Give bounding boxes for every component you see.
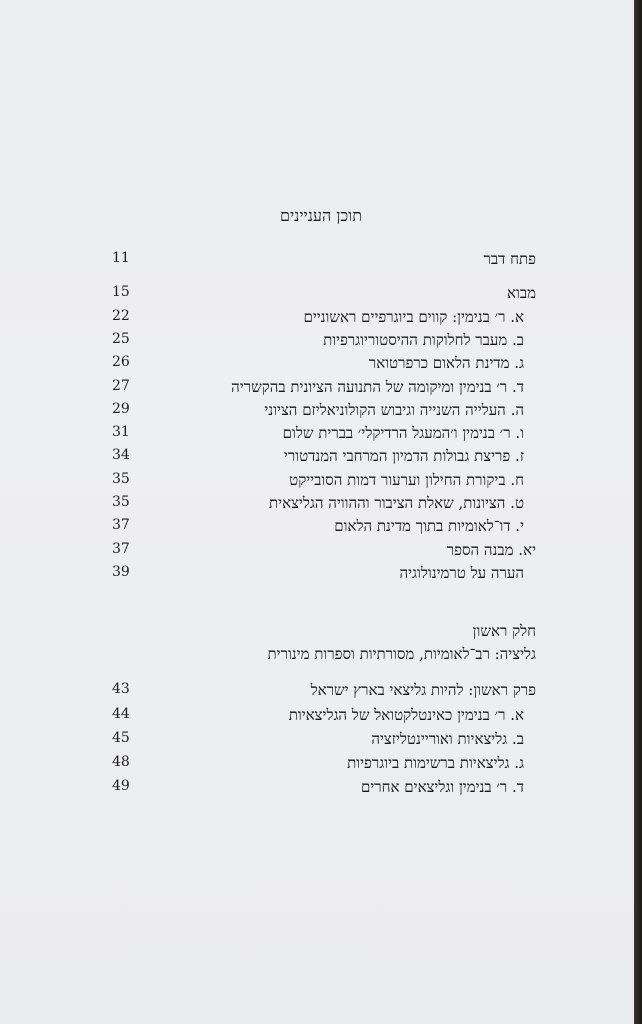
page-number: 37 [112,517,130,533]
page-number: 34 [112,447,130,463]
toc-row [100,471,536,495]
page-number: 44 [112,706,130,722]
entry-title: פתח דבר [483,250,536,268]
page-number: 11 [112,250,130,266]
entry-title: הערה על טרמינולוגיה [399,564,524,582]
entry-label: ג. [514,354,524,372]
entry-title: ב. גליצאיות ואוריינטליזציה [371,730,524,748]
page-number: 15 [112,284,130,300]
toc-row [100,250,536,274]
page-number: 45 [112,730,130,746]
entry-title: ט. הציונות, שאלת הציבור וההוויה הגליצאית [268,494,524,512]
part-title: חלק ראשון [472,622,536,640]
page-number: 22 [112,308,130,324]
toc-row [100,778,536,802]
toc-title: תוכן העניינים [279,206,363,225]
entry-label: ב. [512,730,524,748]
entry-title: מבוא [507,284,536,302]
entry-label: ד. [512,378,524,396]
page-number: 35 [112,471,130,487]
page-number: 35 [112,494,130,510]
part-subtitle: גליציה: רב־לאומיות, מסורתיות וספרות מינורית [267,645,536,663]
entry-title: ד. ר׳ בנימין וגליצאים אחרים [360,778,524,796]
entry-title: ו. ר׳ בנימין ו׳המעגל הרדיקלי׳ בברית שלום [282,424,524,442]
toc-row [100,284,536,308]
entry-title: ב. מעבר לחלוקות ההיסטוריוגרפיות [323,331,524,349]
page-number: 26 [112,354,130,370]
toc-row [100,706,536,730]
toc-row [100,754,536,778]
entry-title: ח. ביקורת החילון וערעור דמות הסובייקט [289,471,524,489]
page-number: 49 [112,778,130,794]
toc-row [100,354,536,378]
page-number: 31 [112,424,130,440]
entry-label: יא. [518,541,536,559]
entry-label: א. [510,308,524,326]
chapter-row [100,681,536,705]
entry-title: ד. ר׳ בנימין ומיקומה של התנועה הציונית בהקשריה [231,378,524,396]
entry-label: ד. [512,778,524,796]
entry-title: ג. גליצאיות ברשימות ביוגרפיות [347,754,524,772]
entry-title: יא. מבנה הספר [446,541,536,559]
entry-label: ב. [512,331,524,349]
entry-label: א. [510,706,524,724]
toc-row [100,401,536,425]
entry-label: ה. [510,401,524,419]
entry-title: ז. פריצת גבולות הדמיון המרחבי המנדטורי [283,447,524,465]
page-number: 27 [112,378,130,394]
entry-title: י. דו־לאומיות בתוך מדינת הלאום [334,517,524,535]
toc-row [100,331,536,355]
toc-row [100,308,536,332]
entry-label: ג. [514,754,524,772]
entry-title: ג. מדינת הלאום כרפרטואר [368,354,524,372]
entry-title: ה. העלייה השנייה וגיבוש הקולוניאליזם הציוני [264,401,524,419]
toc-row [100,378,536,402]
page-number: 29 [112,401,130,417]
entry-label: ט. [510,494,524,512]
entry-label: ז. [515,447,524,465]
page-number: 48 [112,754,130,770]
entry-label: ו. [515,424,524,442]
page-number: 25 [112,331,130,347]
page-number: 39 [112,564,130,580]
toc-row [100,517,536,541]
entry-label: י. [515,517,524,535]
toc-row [100,564,536,588]
toc-row [100,424,536,448]
toc-row [100,494,536,518]
toc-row [100,730,536,754]
chapter-title: פרק ראשון: להיות גליצאי בארץ ישראל [310,681,536,699]
toc-row [100,541,536,565]
page-number: 37 [112,541,130,557]
toc-row [100,447,536,471]
book-side-edge [634,0,642,1024]
entry-label: ח. [510,471,524,489]
entry-title: א. ר׳ בנימין: קווים ביוגרפיים ראשוניים [303,308,524,326]
entry-title: א. ר׳ בנימין כאינטלקטואל של הגליצאיות [288,706,524,724]
page-number: 43 [112,681,130,697]
